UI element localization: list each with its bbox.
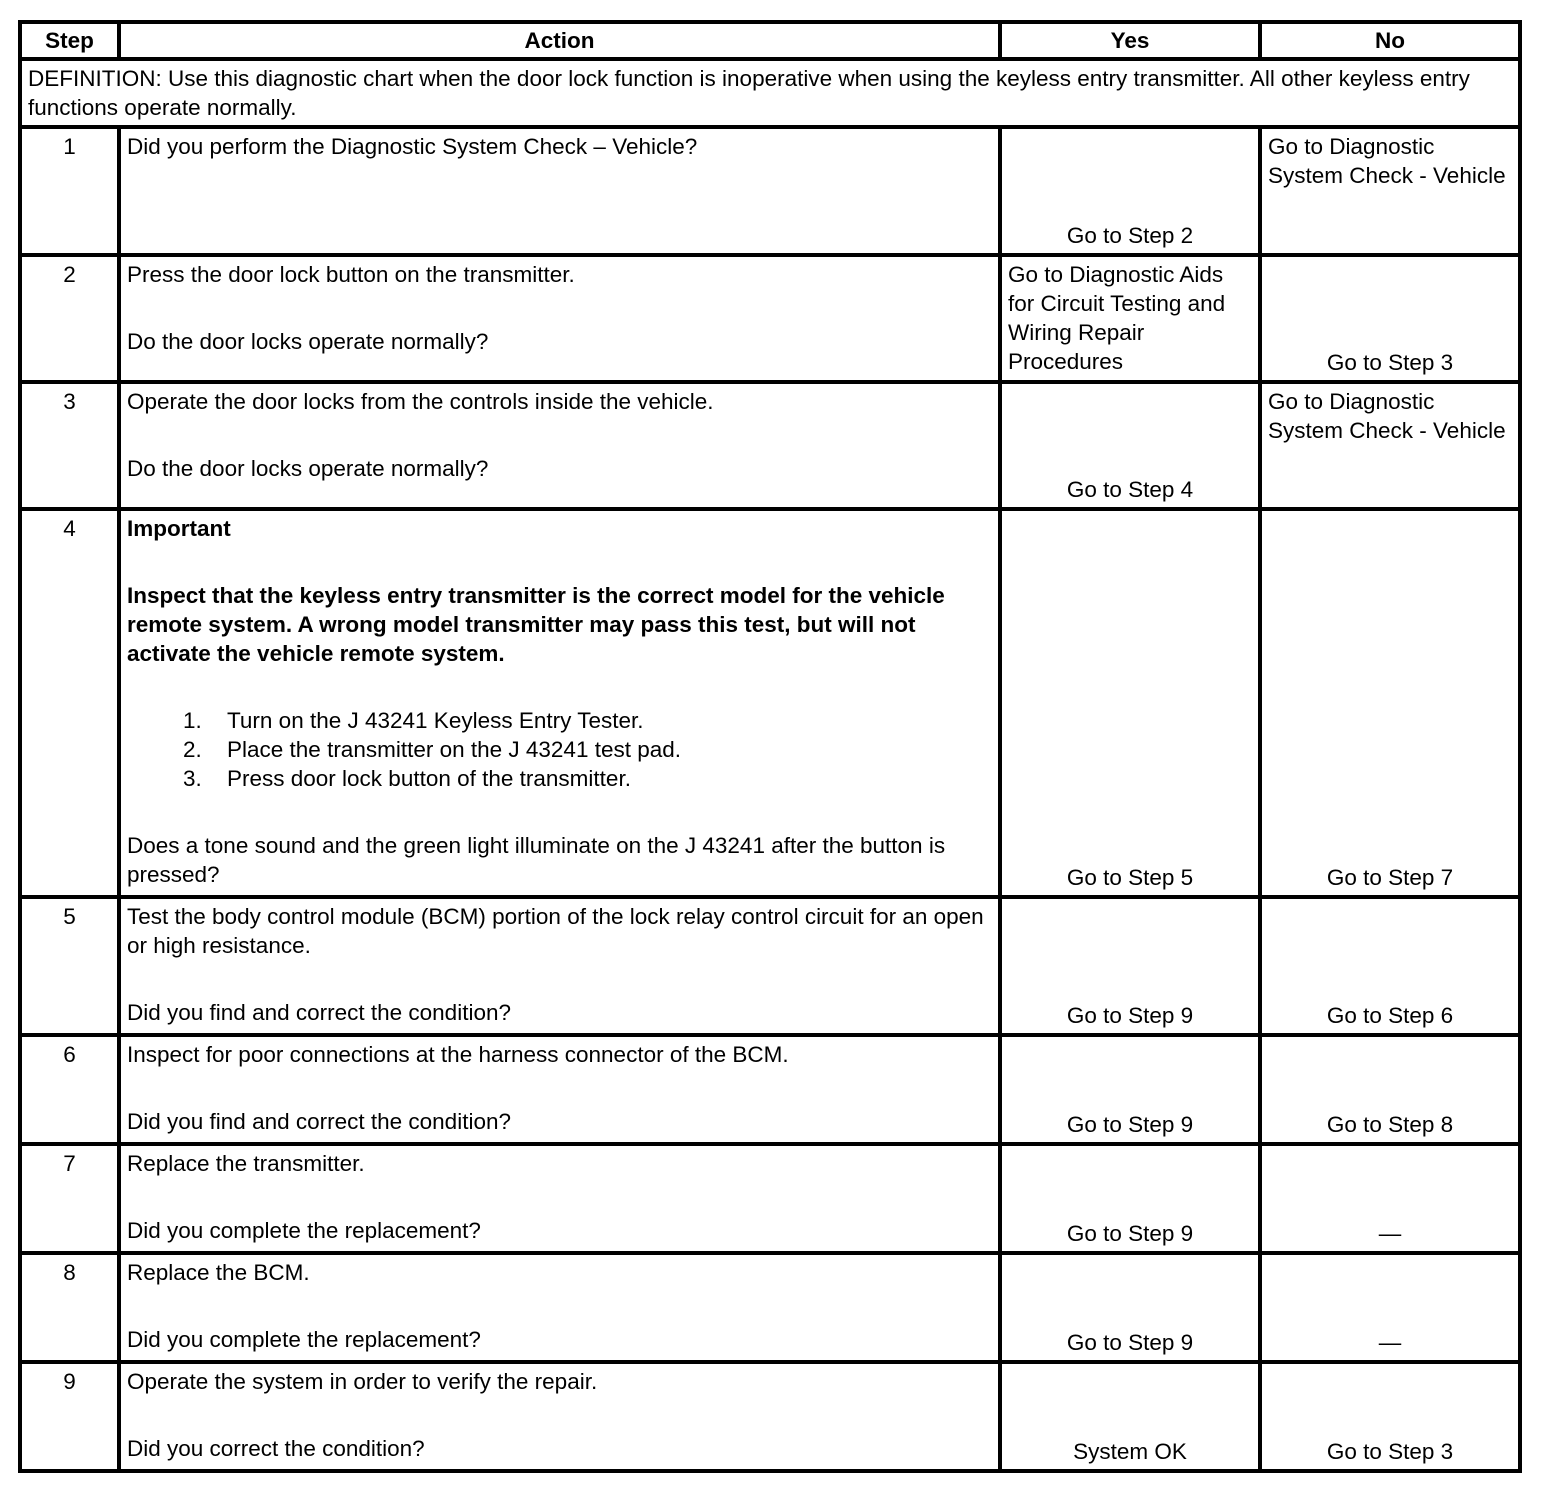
table-row xyxy=(20,382,1520,509)
no-result: Go to Step 3 xyxy=(1326,350,1454,375)
diagnostic-table xyxy=(18,20,1522,1473)
step-number: 2 xyxy=(20,255,119,382)
no-cell xyxy=(1260,509,1520,897)
no-cell xyxy=(1260,255,1520,382)
yes-cell xyxy=(1000,509,1260,897)
action-text: Operate the system in order to verify the repair. xyxy=(127,1369,598,1394)
yes-result: System OK xyxy=(1073,1439,1187,1464)
yes-result: Go to Step 9 xyxy=(1066,1003,1194,1028)
yes-cell xyxy=(1000,382,1260,509)
action-question: Did you correct the condition? xyxy=(127,1436,425,1461)
list-item: 2. Place the transmitter on the J 43241 test pad. xyxy=(183,737,682,762)
action-question: Does a tone sound and the green light illuminate on the J 43241 after the button is pressed? xyxy=(127,833,946,887)
no-cell xyxy=(1260,1035,1520,1144)
no-result: Go to Step 7 xyxy=(1326,865,1454,890)
header-row xyxy=(20,22,1520,59)
table-row xyxy=(20,1035,1520,1144)
yes-result: Go to Step 9 xyxy=(1066,1221,1194,1246)
action-cell xyxy=(119,897,1000,1035)
yes-result: Go to Diagnostic Aids for Circuit Testing and Wiring Repair Procedures xyxy=(1008,262,1226,374)
step-number: 4 xyxy=(20,509,119,897)
action-text: Operate the door locks from the controls inside the vehicle. xyxy=(127,389,714,414)
step-number: 8 xyxy=(20,1253,119,1362)
table-row xyxy=(20,897,1520,1035)
yes-cell xyxy=(1000,1144,1260,1253)
yes-cell xyxy=(1000,897,1260,1035)
action-text: Inspect for poor connections at the harness connector of the BCM. xyxy=(127,1042,789,1067)
step-number: 7 xyxy=(20,1144,119,1253)
no-result: Go to Step 3 xyxy=(1326,1439,1454,1464)
table-row xyxy=(20,1253,1520,1362)
no-result: Go to Step 8 xyxy=(1326,1112,1454,1137)
yes-cell xyxy=(1000,1362,1260,1471)
definition-text: DEFINITION: Use this diagnostic chart when the door lock function is inoperative when using the keyless entry transmitter. All other keyless entry functions operate normally. xyxy=(20,59,1520,127)
table-row xyxy=(20,1144,1520,1253)
no-cell xyxy=(1260,1144,1520,1253)
no-result: — xyxy=(1378,1221,1402,1246)
no-cell xyxy=(1260,897,1520,1035)
action-text: Replace the transmitter. xyxy=(127,1151,365,1176)
step-number: 3 xyxy=(20,382,119,509)
action-cell xyxy=(119,1362,1000,1471)
action-cell xyxy=(119,255,1000,382)
yes-result: Go to Step 5 xyxy=(1066,865,1194,890)
step-number: 5 xyxy=(20,897,119,1035)
action-question: Did you complete the replacement? xyxy=(127,1327,481,1352)
table-row xyxy=(20,127,1520,255)
action-question: Did you find and correct the condition? xyxy=(127,1000,511,1025)
list-item: 3. Press door lock button of the transmitter. xyxy=(183,766,631,791)
substep-list xyxy=(127,706,992,793)
action-cell xyxy=(119,509,1000,897)
spacer xyxy=(127,960,992,998)
no-cell xyxy=(1260,127,1520,255)
important-text: Inspect that the keyless entry transmitter is the correct model for the vehicle remote system. A wrong model transmitter may pass this test, but will not activate the vehicle remote system. xyxy=(127,583,945,666)
spacer xyxy=(127,289,992,327)
spacer xyxy=(127,416,992,454)
action-question: Did you complete the replacement? xyxy=(127,1218,481,1243)
yes-cell xyxy=(1000,1253,1260,1362)
yes-cell xyxy=(1000,1035,1260,1144)
action-question: Do the door locks operate normally? xyxy=(127,456,489,481)
action-question: Do the door locks operate normally? xyxy=(127,329,489,354)
yes-result: Go to Step 4 xyxy=(1066,477,1194,502)
yes-cell xyxy=(1000,255,1260,382)
yes-cell xyxy=(1000,127,1260,255)
action-cell xyxy=(119,1035,1000,1144)
action-cell xyxy=(119,127,1000,255)
table-row xyxy=(20,1362,1520,1471)
yes-result: Go to Step 2 xyxy=(1066,223,1194,248)
table-row xyxy=(20,255,1520,382)
no-result: Go to Diagnostic System Check - Vehicle xyxy=(1268,389,1506,443)
table-row xyxy=(20,509,1520,897)
spacer xyxy=(127,543,992,581)
no-result: Go to Diagnostic System Check - Vehicle xyxy=(1268,134,1506,188)
action-cell xyxy=(119,1144,1000,1253)
action-text: Test the body control module (BCM) portion of the lock relay control circuit for an open or high resistance. xyxy=(127,904,984,958)
action-cell xyxy=(119,1253,1000,1362)
action-cell xyxy=(119,382,1000,509)
step-number: 1 xyxy=(20,127,119,255)
no-cell xyxy=(1260,382,1520,509)
header-yes: Yes xyxy=(1000,22,1260,59)
no-result: — xyxy=(1378,1330,1402,1355)
spacer xyxy=(127,668,992,706)
spacer xyxy=(127,1396,992,1434)
list-item: 1. Turn on the J 43241 Keyless Entry Tester. xyxy=(183,708,644,733)
action-text: Press the door lock button on the transmitter. xyxy=(127,262,575,287)
header-step: Step xyxy=(20,22,119,59)
spacer xyxy=(127,1287,992,1325)
important-heading: Important xyxy=(127,516,231,541)
definition-row xyxy=(20,59,1520,127)
step-number: 9 xyxy=(20,1362,119,1471)
yes-result: Go to Step 9 xyxy=(1066,1330,1194,1355)
yes-result: Go to Step 9 xyxy=(1066,1112,1194,1137)
action-question: Did you find and correct the condition? xyxy=(127,1109,511,1134)
no-result: Go to Step 6 xyxy=(1326,1003,1454,1028)
step-number: 6 xyxy=(20,1035,119,1144)
spacer xyxy=(127,793,992,831)
no-cell xyxy=(1260,1253,1520,1362)
action-text: Replace the BCM. xyxy=(127,1260,310,1285)
spacer xyxy=(127,1069,992,1107)
header-no: No xyxy=(1260,22,1520,59)
spacer xyxy=(127,1178,992,1216)
header-action: Action xyxy=(119,22,1000,59)
action-text: Did you perform the Diagnostic System Check – Vehicle? xyxy=(127,134,698,159)
no-cell xyxy=(1260,1362,1520,1471)
